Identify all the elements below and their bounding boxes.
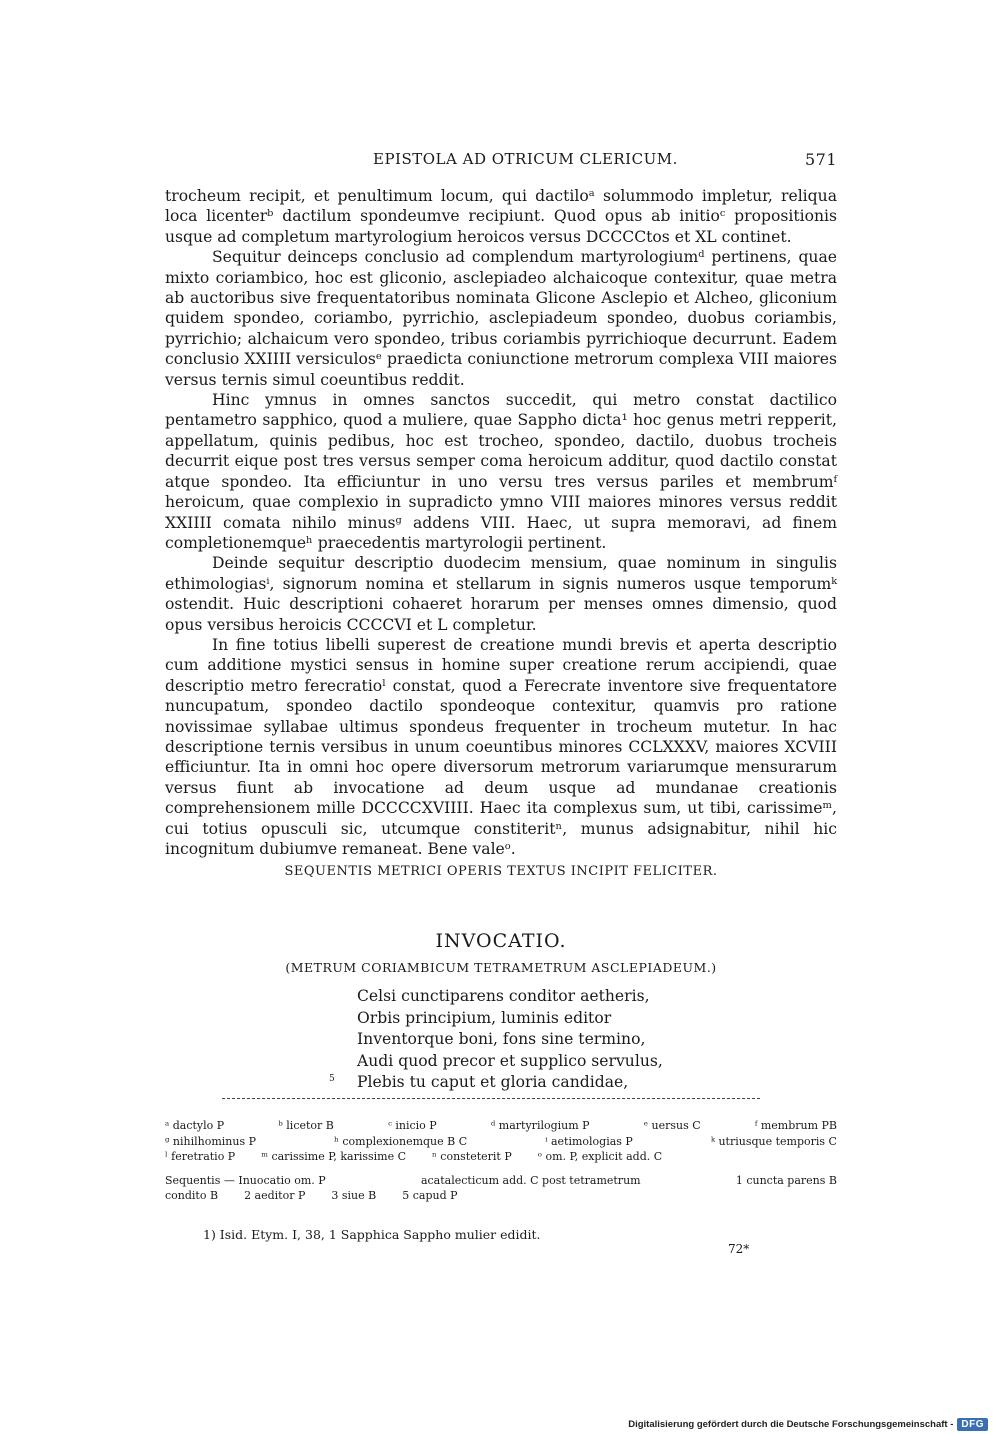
apparatus-note: ᵐ carissime P, karissime C: [261, 1150, 407, 1164]
apparatus-note: 2 aeditor P: [244, 1189, 306, 1203]
credit-text: Digitalisierung gefördert durch die Deutsche Forschungsgemeinschaft -: [628, 1418, 954, 1430]
apparatus-note: ʰ complexionemque B C: [334, 1134, 468, 1148]
apparatus-note: ᵒ om. P, explicit add. C: [537, 1150, 663, 1164]
paragraph: In fine totius libelli superest de creatione mundi brevis et aperta descriptio cum additione mystici sensus in homine super creatione rerum accipiendi, quae descriptio metro ferecratioˡ constat, quod a Ferecrate inventore sive frequentatore nuncupatum, spondeo dactilo spondeoque contexitur, quamvis pro ratione novissimae syllabae ultimus spondeus frequenter in trocheum mutetur. In hac descriptione ternis versibus in unum coeuntibus minores CCLXXXV, maiores XCVIII efficiuntur. Ita in omni hoc opere diversorum metrorum variarumque mensurarum versus fiunt ab invocatione ad deum usque ad mundanae creationis comprehensionem mille DCCCCXVIIII. Haec ita complexus sum, ut tibi, carissimeᵐ, cui totius opusculi sic, utcumque constiteritⁿ, munus adsignabitur, nihil hic incognitum dubiumve remaneat. Bene valeᵒ.: [165, 635, 837, 858]
verse-line: Audi quod precor et supplico servulus,: [357, 1051, 663, 1070]
verse-number: 5: [329, 1074, 335, 1085]
apparatus-note: Sequentis — Inuocatio om. P: [165, 1173, 326, 1187]
digitization-credit: [628, 1416, 988, 1432]
apparatus-note: ⁱ aetimologias P: [545, 1134, 633, 1148]
poem-title: INVOCATIO.: [435, 930, 567, 952]
paragraph: Deinde sequitur descriptio duodecim mensium, quae nominum in singulis ethimologiasⁱ, signorum nomina et stellarum in signis numeros usque temporumᵏ ostendit. Huic descriptioni cohaeret horarum per menses omnes dimensio, quod opus versibus heroicis CCCCVI et L completur.: [165, 554, 837, 634]
apparatus-row: [165, 1188, 837, 1204]
incipit-line: SEQUENTIS METRICI OPERIS TEXTUS INCIPIT FELICITER.: [284, 864, 718, 879]
apparatus-note: ᵃ dactylo P: [165, 1119, 225, 1132]
apparatus-note: ᶜ inicio P: [388, 1119, 437, 1132]
verse-line: 5 Plebis tu caput et gloria candidae,: [329, 1073, 629, 1092]
critical-apparatus: [165, 1118, 837, 1204]
running-title: EPISTOLA AD OTRICUM CLERICUM.: [373, 150, 678, 168]
apparatus-note: ᵈ martyrilogium P: [490, 1119, 590, 1132]
apparatus-note: acatalecticum add. C post tetrametrum: [420, 1173, 641, 1187]
apparatus-note: 1 cuncta parens B: [735, 1173, 837, 1187]
dfg-logo: DFG: [957, 1418, 988, 1431]
paragraph: Hinc ymnus in omnes sanctos succedit, qui metro constat dactilico pentametro sapphico, quod a muliere, quae Sappho dicta¹ hoc genus metri repperit, appellatum, quinis pedibus, hoc est trocheo, spondeo, dactilo, duobus trocheis decurrit eique post tres versus semper coma heroicum additur, quod dactilo constat atque spondeo. Ita efficiuntur in uno versu tres versus pariles et membrumᶠ heroicum, quae complexio in supradicto ymno VIII maiores minores versus reddit XXIIII comata nihilo minusᵍ addens VIII. Haec, ut supra memoravi, ad finem completionemqueʰ praecedentis martyrologii pertinent.: [165, 391, 837, 552]
apparatus-divider: [222, 1098, 760, 1099]
page-number: 571: [804, 150, 837, 169]
verse-line: Inventorque boni, fons sine termino,: [357, 1030, 646, 1049]
paragraph: Sequitur deinceps conclusio ad complendum martyrologiumᵈ pertinens, quae mixto coriambico, hoc est gliconio, asclepiadeo alchaicoque contexitur, quae metra ab auctoribus sive frequentatoribus nominata Glicone Asclepio et Alcheo, gliconium quidem spondeo, coriambo, pyrrichio, asclepiadeum spondeo, duobus coriambis, pyrrichio; alchaicum vero spondeo, tribus coriambis pyrrichioque decurrunt. Eadem conclusio XXIIII versiculosᵉ praedicta coniunctione metrorum complexa VIII maiores versus ternis simul coeuntibus reddit.: [165, 248, 837, 389]
apparatus-note: ᵉ uersus C: [643, 1119, 701, 1132]
verse-line: Orbis principium, luminis editor: [357, 1008, 612, 1027]
apparatus-row: [165, 1173, 837, 1189]
paragraph: trocheum recipit, et penultimum locum, qui dactiloᵃ solummodo impletur, reliqua loca licenterᵇ dactilum spondeumve recipiunt. Quod opus ab initioᶜ propositionis usque ad completum martyrologium heroicos versus DCCCCtos et XL continet.: [165, 187, 837, 246]
apparatus-note: ᵍ nihilhominus P: [165, 1134, 256, 1148]
apparatus-note: ˡ feretratio P: [165, 1150, 236, 1164]
apparatus-row: [165, 1149, 837, 1165]
apparatus-note: ᵇ licetor B: [278, 1119, 334, 1132]
apparatus-note: 3 siue B: [331, 1189, 377, 1203]
apparatus-row: [165, 1118, 837, 1134]
apparatus-note: ᵏ utriusque temporis C: [710, 1134, 837, 1148]
apparatus-note: 5 capud P: [402, 1189, 458, 1203]
verse-line: Celsi cunctiparens conditor aetheris,: [357, 987, 650, 1005]
body-text: [165, 186, 837, 859]
apparatus-note: ⁿ consteterit P: [432, 1150, 512, 1164]
apparatus-note: ᶠ membrum PB: [754, 1119, 837, 1132]
verse-block: [329, 986, 817, 1094]
apparatus-note: condito B: [165, 1189, 219, 1203]
poem-subtitle: (METRUM CORIAMBICUM TETRAMETRUM ASCLEPIADEUM.): [285, 960, 717, 975]
apparatus-row: [165, 1134, 837, 1150]
signature-mark: 72*: [728, 1242, 750, 1256]
footnote: 1) Isid. Etym. I, 38, 1 Sapphica Sappho mulier edidit.: [203, 1227, 541, 1242]
